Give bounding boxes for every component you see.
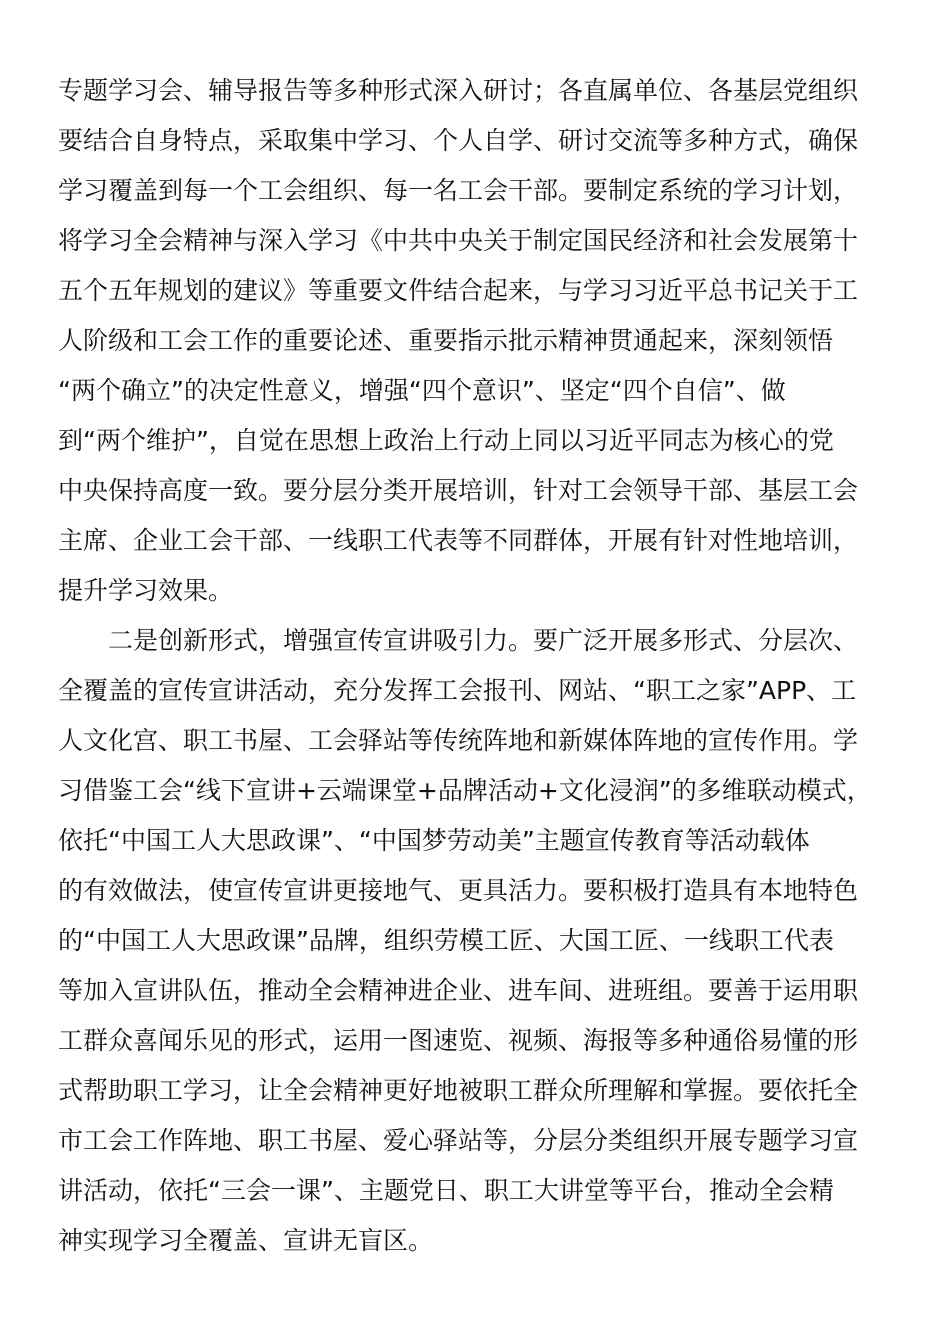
- text-line: 要结合自身特点，采取集中学习、个人自学、研讨交流等多种方式，确保: [58, 126, 859, 155]
- text-line: “两个确立”的决定性意义，增强“四个意识”、坚定“四个自信”、做: [58, 376, 786, 405]
- paragraph-study-plan: [58, 66, 894, 616]
- text-line: 等加入宣讲队伍，推动全会精神进企业、进车间、进班组。要善于运用职: [58, 976, 859, 1005]
- text-line: 式帮助职工学习，让全会精神更好地被职工群众所理解和掌握。要依托全: [58, 1076, 859, 1105]
- text-line: 讲活动，依托“三会一课”、主题党日、职工大讲堂等平台，推动全会精: [58, 1176, 834, 1205]
- text-line: 专题学习会、辅导报告等多种形式深入研讨；各直属单位、各基层党组织: [58, 76, 859, 105]
- paragraph-heading-line: 二是创新形式，增强宣传宣讲吸引力。要广泛开展多形式、分层次、: [108, 626, 859, 655]
- text-line: 工群众喜闻乐见的形式，运用一图速览、视频、海报等多种通俗易懂的形: [58, 1026, 859, 1055]
- text-line: 人阶级和工会工作的重要论述、重要指示批示精神贯通起来，深刻领悟: [58, 326, 834, 355]
- text-line: 五个五年规划的建议》等重要文件结合起来，与学习习近平总书记关于工: [58, 276, 859, 305]
- text-line: 将学习全会精神与深入学习《中共中央关于制定国民经济和社会发展第十: [58, 226, 859, 255]
- document-page: [58, 66, 894, 1266]
- text-line: 依托“中国工人大思政课”、“中国梦劳动美”主题宣传教育等活动载体: [58, 826, 810, 855]
- text-line: 市工会工作阵地、职工书屋、爱心驿站等，分层分类组织开展专题学习宣: [58, 1126, 859, 1155]
- text-line: 到“两个维护”，自觉在思想上政治上行动上同以习近平同志为核心的党: [58, 426, 834, 455]
- text-line: 全覆盖的宣传宣讲活动，充分发挥工会报刊、网站、“职工之家”APP、工: [58, 676, 857, 705]
- text-line: 中央保持高度一致。要分层分类开展培训，针对工会领导干部、基层工会: [58, 476, 859, 505]
- text-line: 提升学习效果。: [58, 576, 234, 605]
- text-line: 的有效做法，使宣传宣讲更接地气、更具活力。要积极打造具有本地特色: [58, 876, 859, 905]
- text-line: 主席、企业工会干部、一线职工代表等不同群体，开展有针对性地培训，: [58, 526, 859, 555]
- text-line: 神实现学习全覆盖、宣讲无盲区。: [58, 1226, 434, 1255]
- text-line: 学习覆盖到每一个工会组织、每一名工会干部。要制定系统的学习计划，: [58, 176, 859, 205]
- text-line: 人文化宫、职工书屋、工会驿站等传统阵地和新媒体阵地的宣传作用。学: [58, 726, 859, 755]
- text-line: 的“中国工人大思政课”品牌，组织劳模工匠、大国工匠、一线职工代表: [58, 926, 834, 955]
- paragraph-innovate-forms: [58, 616, 894, 1266]
- text-line: 习借鉴工会“线下宣讲+云端课堂+品牌活动+文化浸润”的多维联动模式，: [58, 776, 872, 805]
